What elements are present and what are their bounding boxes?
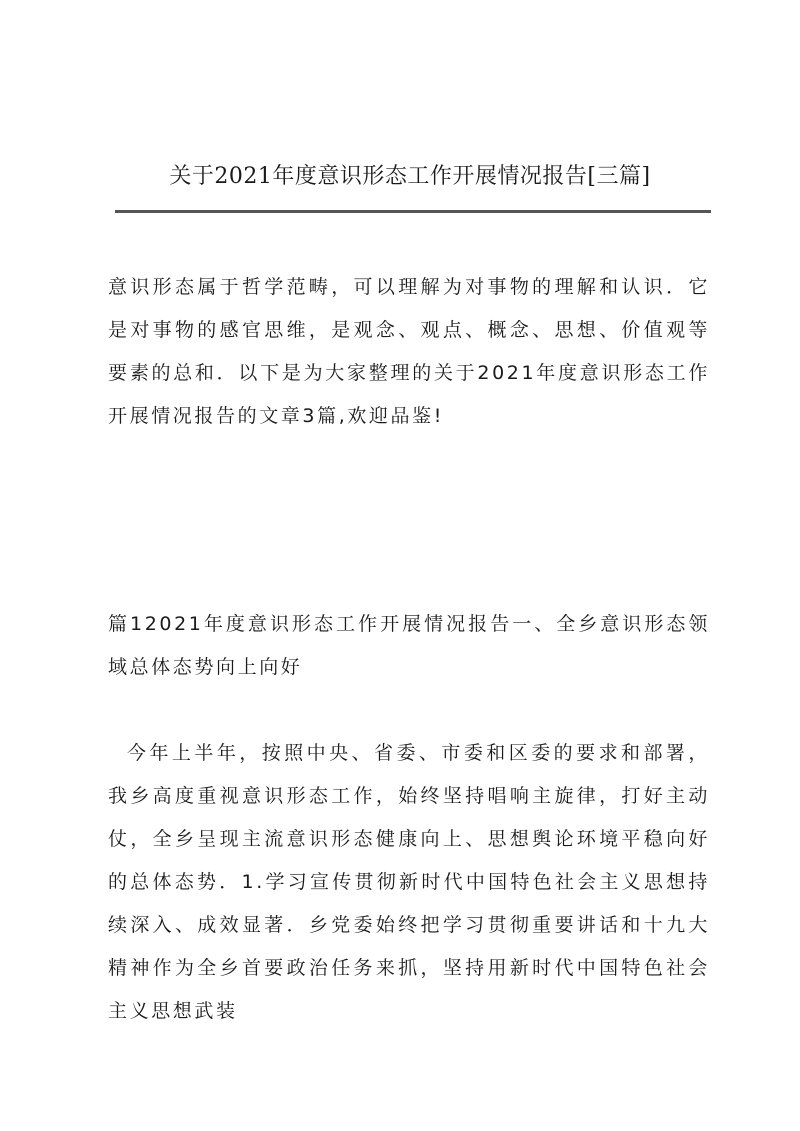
title-underline — [115, 210, 711, 213]
document-title: 关于2021年度意识形态工作开展情况报告[三篇] — [169, 164, 651, 189]
intro-paragraph: 意识形态属于哲学范畴，可以理解为对事物的理解和认识．它是对事物的感官思维，是观念、观点、概念、思想、价值观等要素的总和．以下是为大家整理的关于2021年度意识形态工作开展情况报告的文章3篇,欢迎品鉴! — [108, 276, 710, 427]
body-paragraph: 今年上半年，按照中央、省委、市委和区委的要求和部署，我乡高度重视意识形态工作，始终坚持唱响主旋律，打好主动仗，全乡呈现主流意识形态健康向上、思想舆论环境平稳向好的总体态势．1.学习宣传贯彻新时代中国特色社会主义思想持续深入、成效显著．乡党委始终把学习贯彻重要讲话和十九大精神作为全乡首要政治任务来抓，坚持用新时代中国特色社会主义思想武装 — [108, 742, 710, 1022]
section-heading: 篇12021年度意识形态工作开展情况报告一、全乡意识形态领域总体态势向上向好 — [108, 613, 710, 678]
